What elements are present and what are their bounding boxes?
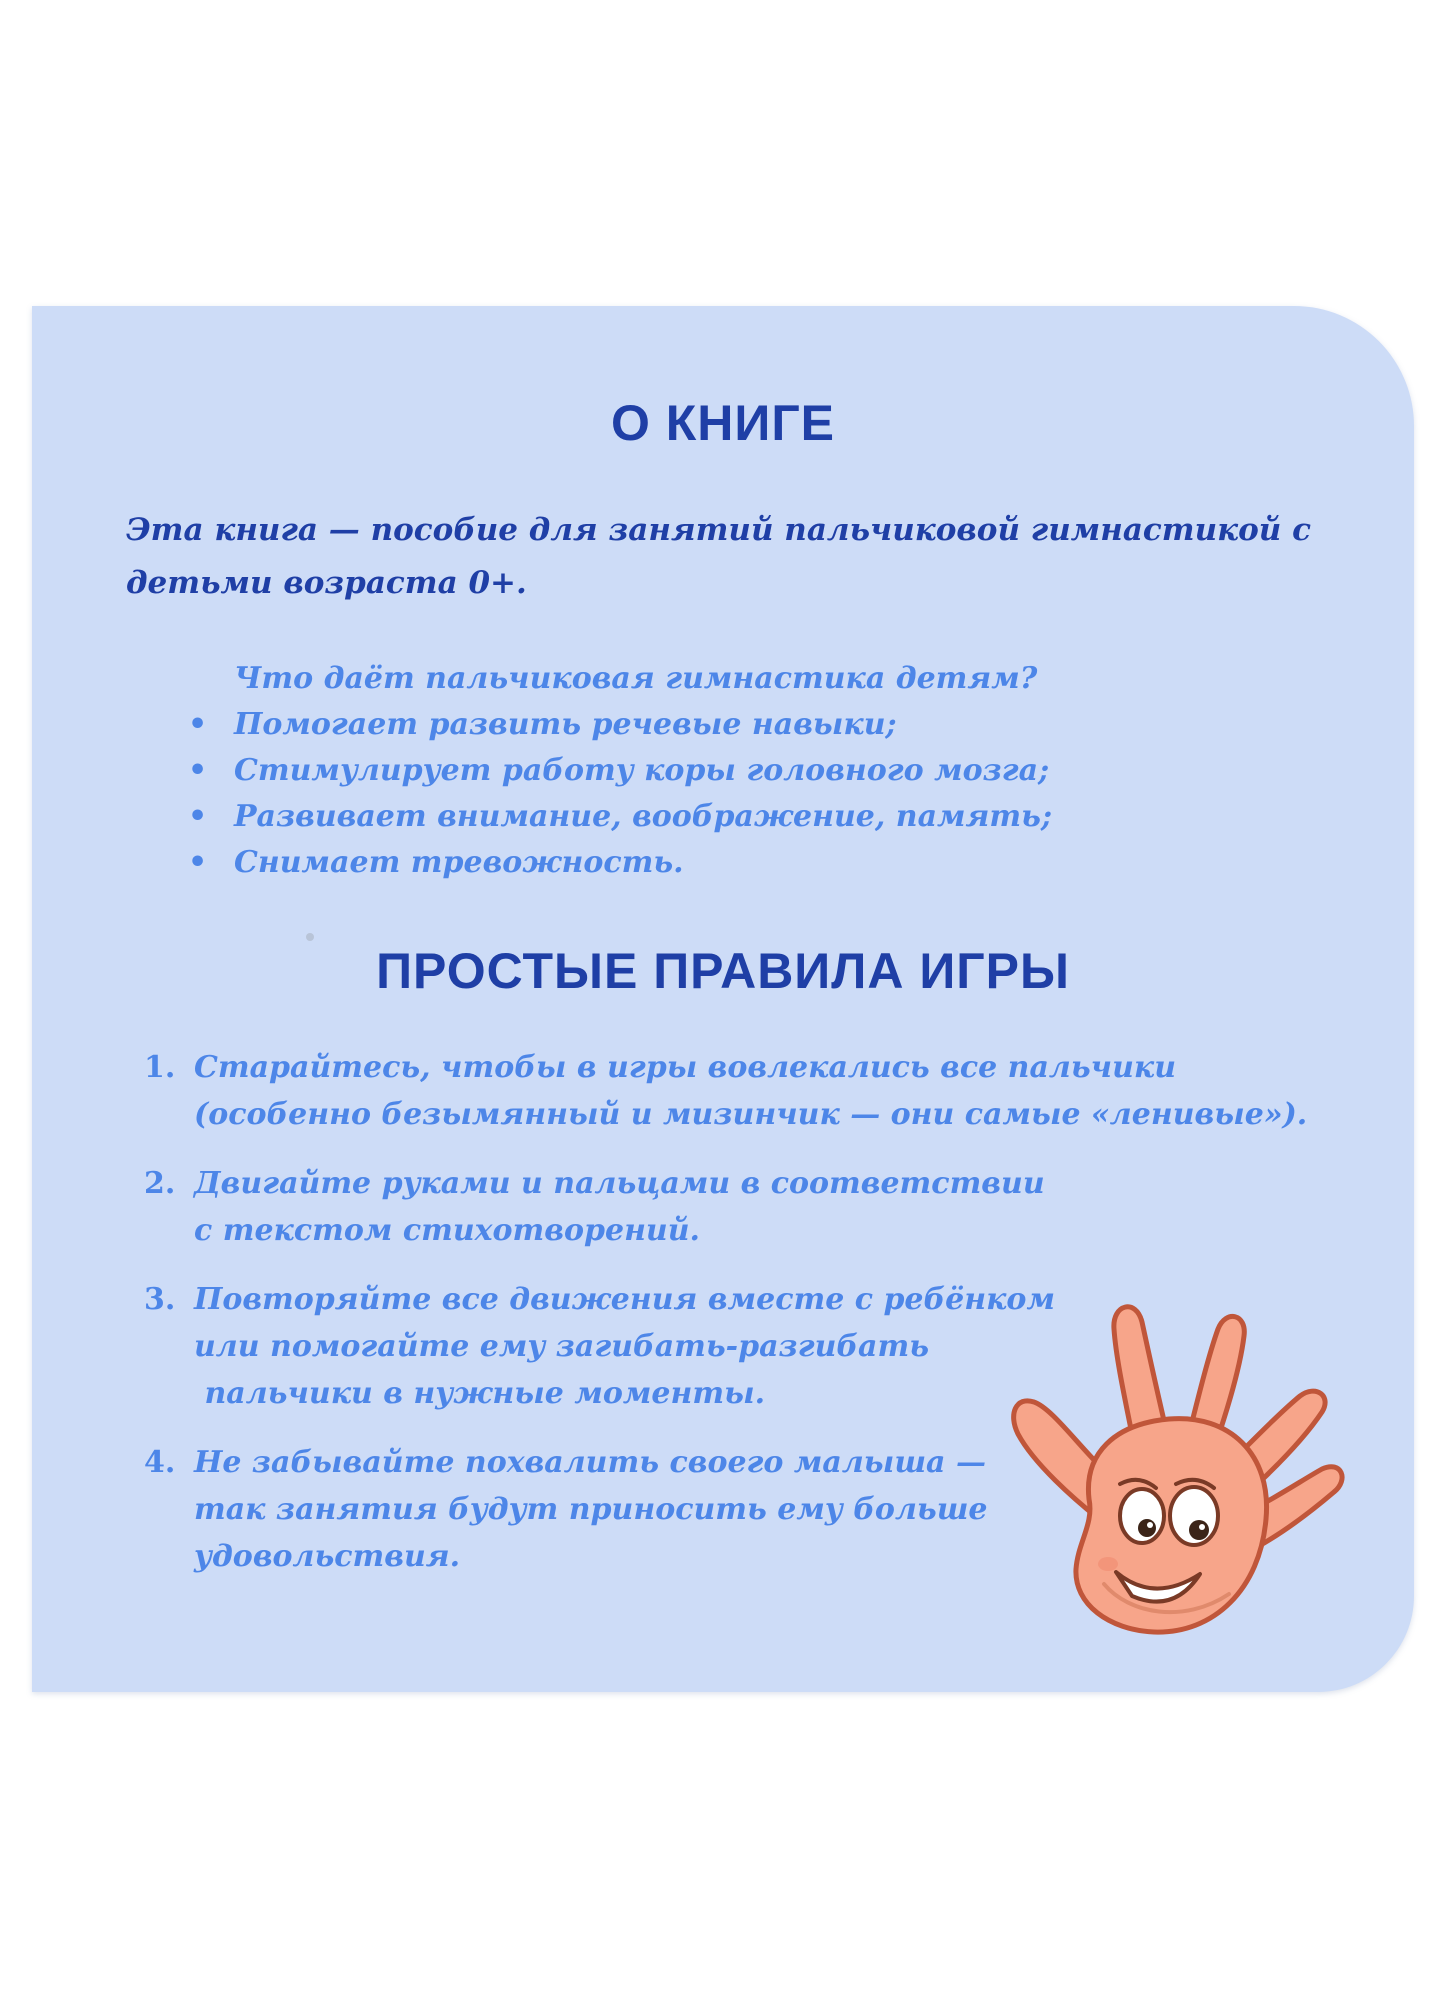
rule-number: 4. xyxy=(144,1445,176,1480)
benefits-question: Что даёт пальчиковая гимнастика детям? xyxy=(234,661,1038,696)
list-item-text: Развивает внимание, воображение, память; xyxy=(234,799,1053,834)
intro-text: Эта книга — пособие для занятий пальчиковой гимнастикой с детьми возраста 0+. xyxy=(126,512,1311,601)
rule-item xyxy=(144,1276,1144,1417)
list-item xyxy=(152,840,1302,886)
rule-line: пальчики в нужные моменты. xyxy=(194,1376,766,1411)
list-item xyxy=(152,794,1302,840)
list-item xyxy=(152,748,1302,794)
rule-line: Двигайте руками и пальцами в соответствии xyxy=(194,1166,1045,1201)
rule-line: или помогайте ему загибать-разгибать xyxy=(194,1329,930,1364)
benefits-section xyxy=(152,656,1302,886)
rule-item xyxy=(144,1439,1144,1580)
rule-item xyxy=(144,1160,1144,1254)
rule-line: удовольствия. xyxy=(194,1539,461,1574)
rule-line: (особенно безымянный и мизинчик — они самые «ленивые»). xyxy=(194,1097,1308,1132)
benefits-list xyxy=(152,702,1302,886)
rule-line: с текстом стихотворений. xyxy=(194,1213,701,1248)
rules-title: ПРОСТЫЕ ПРАВИЛА ИГРЫ xyxy=(376,943,1070,999)
rule-line: Не забывайте похвалить своего малыша — xyxy=(194,1445,986,1480)
bullet-icon: • xyxy=(188,799,208,834)
list-item-text: Снимает тревожность. xyxy=(234,845,684,880)
rules-list xyxy=(144,1044,1308,1602)
rule-number: 1. xyxy=(144,1050,176,1085)
bullet-icon: • xyxy=(188,845,208,880)
rule-item xyxy=(144,1044,1308,1138)
rule-number: 2. xyxy=(144,1166,176,1201)
rule-number: 3. xyxy=(144,1282,176,1317)
rule-line: так занятия будут приносить ему больше xyxy=(194,1492,988,1527)
bullet-icon: • xyxy=(188,753,208,788)
book-page xyxy=(32,306,1414,1692)
decorative-dot xyxy=(306,933,314,941)
list-item-text: Стимулирует работу коры головного мозга; xyxy=(234,753,1050,788)
list-item-text: Помогает развить речевые навыки; xyxy=(234,707,897,742)
bullet-icon: • xyxy=(188,707,208,742)
rule-line: Повторяйте все движения вместе с ребёнком xyxy=(194,1282,1055,1317)
cartoon-hand-icon xyxy=(1004,1284,1354,1654)
about-title: О КНИГЕ xyxy=(610,395,836,451)
list-item xyxy=(152,702,1302,748)
rule-line: Старайтесь, чтобы в игры вовлекались все пальчики xyxy=(194,1050,1177,1085)
